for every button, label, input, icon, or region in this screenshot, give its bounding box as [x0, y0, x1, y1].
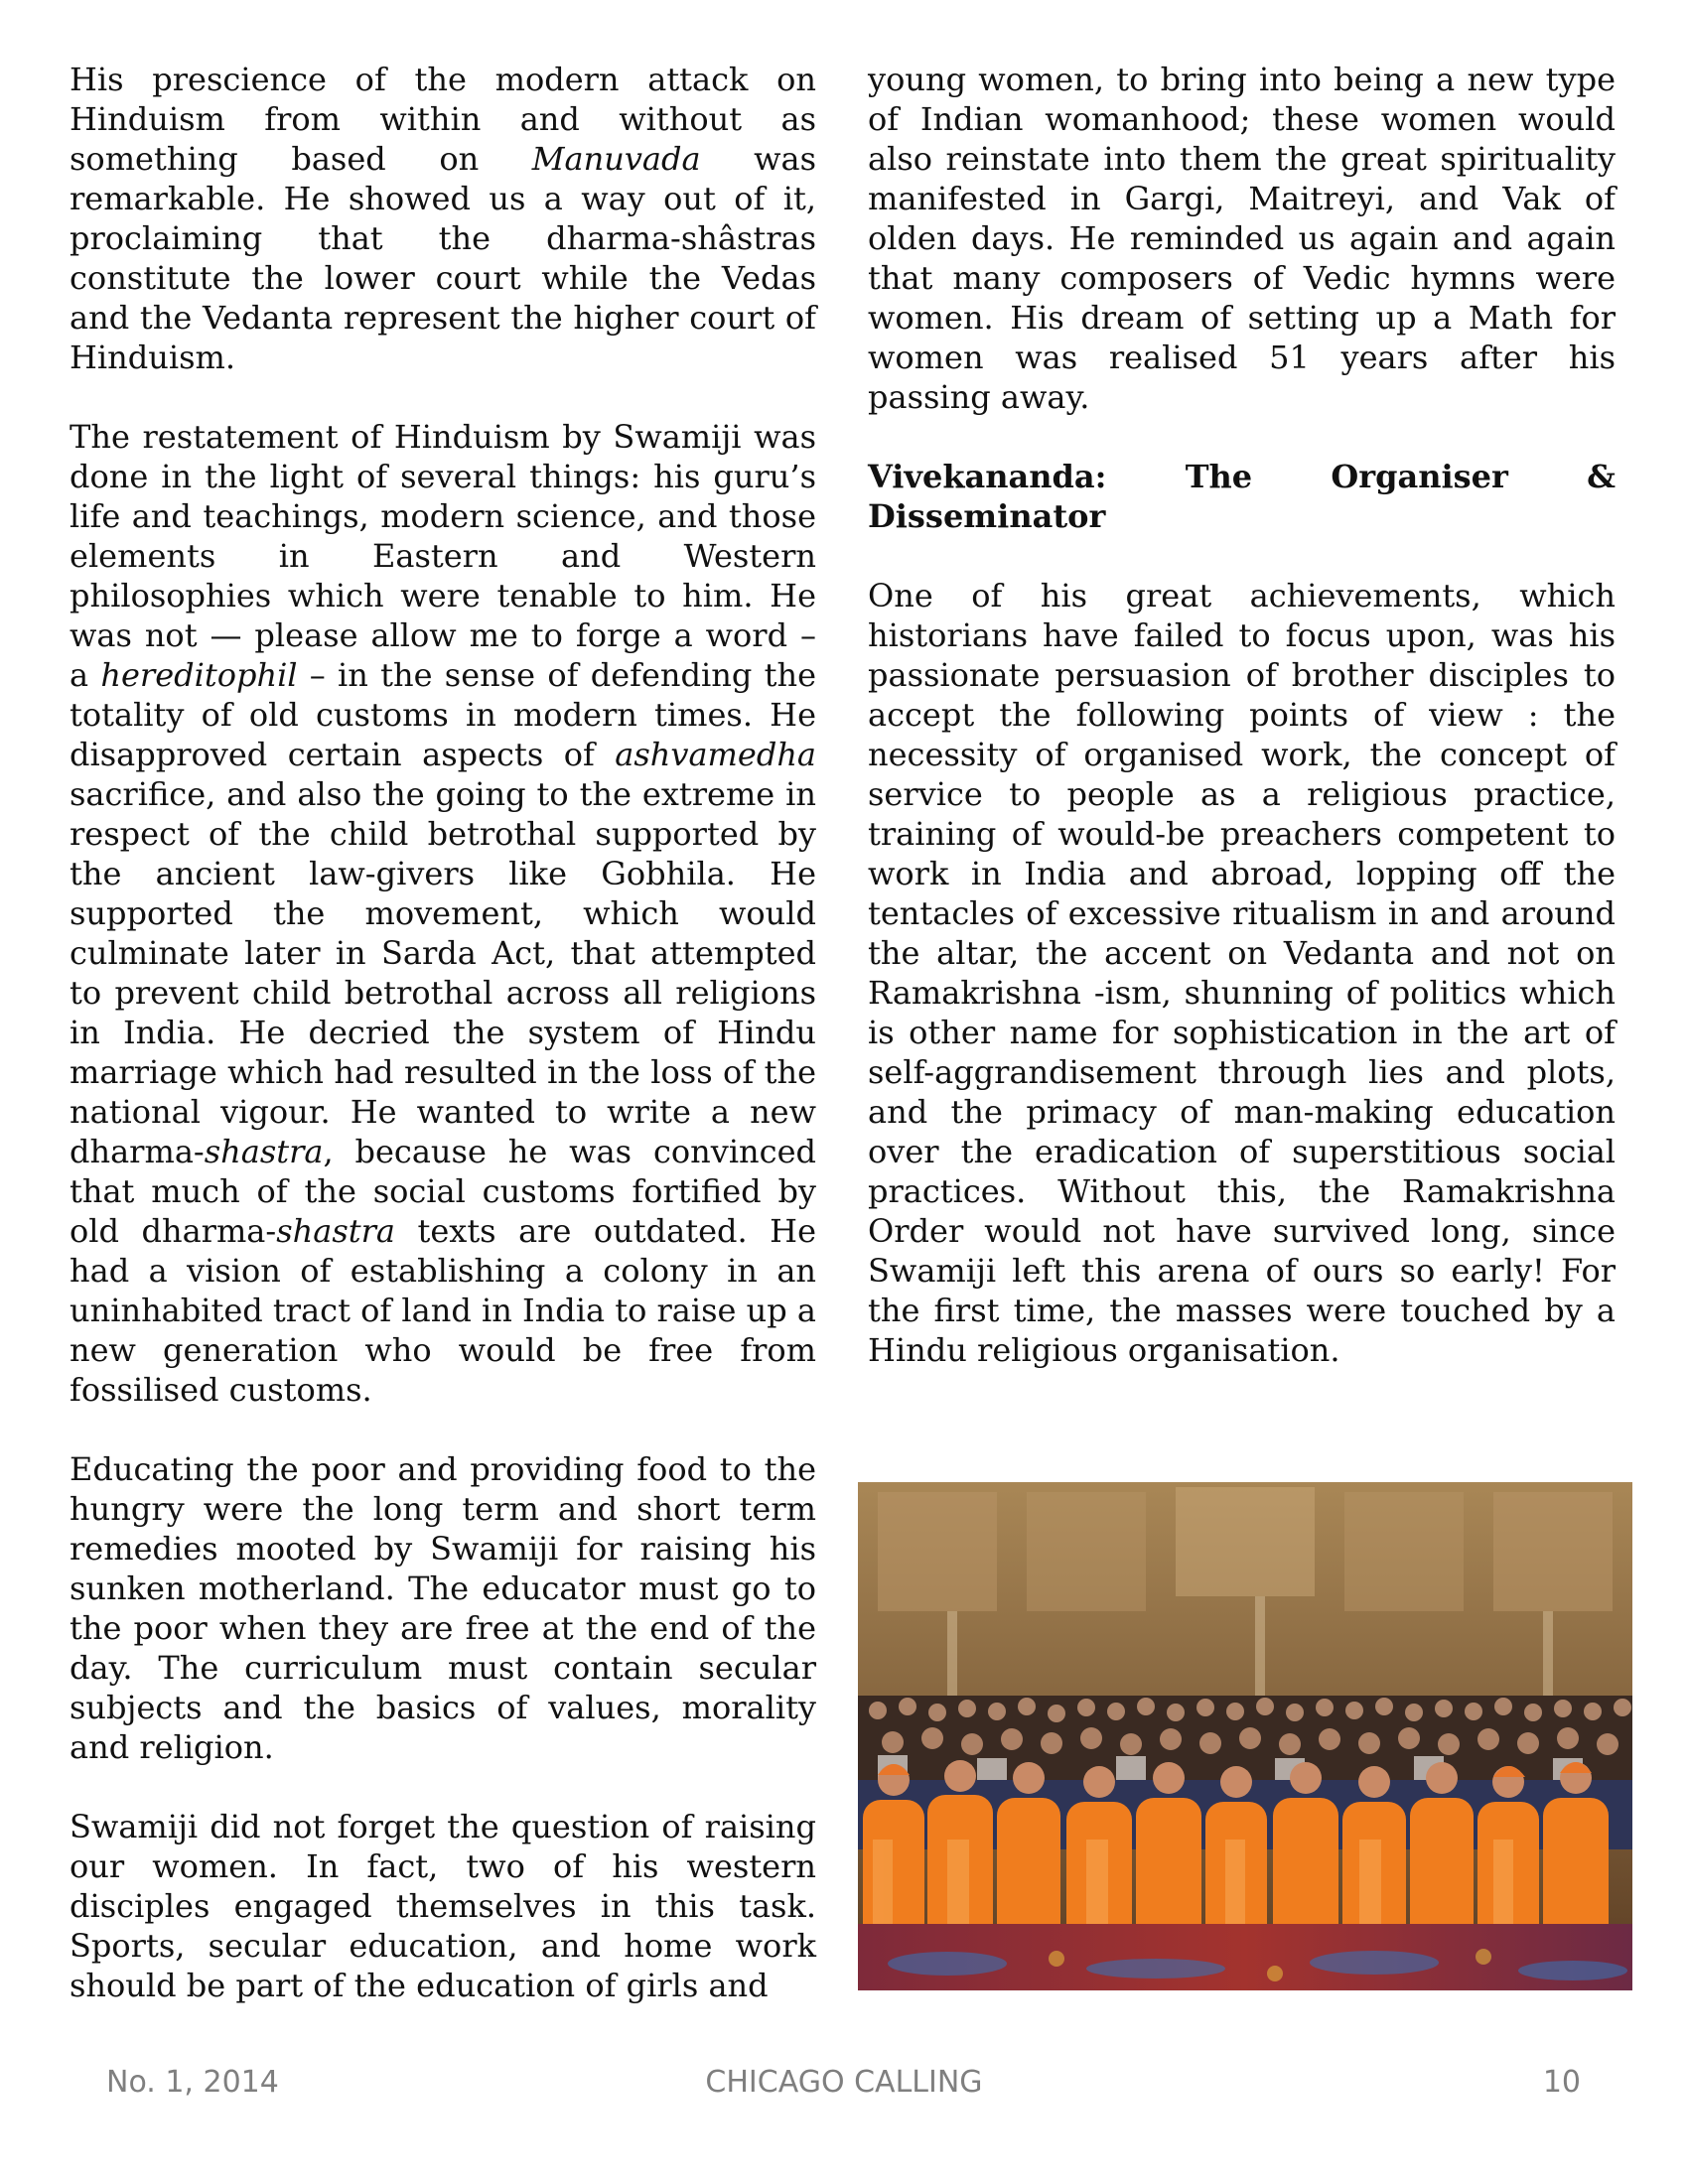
section-heading — [868, 457, 1616, 536]
right-column — [868, 60, 1616, 1410]
paragraph-indian-womanhood: young women, to bring into being a new type of Indian womanhood; these women would also reinstate into them the great spirituality manifested in Gargi, Maitreyi, and Vak of olden days. He reminded us again and again that many composers of Vedic hymns were women. His dream of setting up a Math for women was realised 51 years after his passing away. — [868, 61, 1616, 416]
paragraph-educating-poor: Educating the poor and providing food to the hungry were the long term and short term remedies mooted by Swamiji for raising his sunken motherland. The educator must go to the poor when they are free at the end of the day. The curriculum must contain secular subjects and the basics of values, morality and religion. — [70, 1450, 816, 1766]
footer-page-number: 10 — [1542, 2065, 1581, 2100]
italic-term: ashvamedha — [615, 736, 816, 773]
paragraph-raising-women: Swamiji did not forget the question of raising our women. In fact, two of his western disciples engaged themselves in this task. Sports, secular education, and home work should be part of the education of girls and — [70, 1808, 816, 2004]
audience-photo — [858, 1482, 1632, 1990]
paragraph-restatement: The restatement of Hinduism by Swamiji was done in the light of several things: his guru’s life and teachings, modern science, and those elements in Eastern and Western philosophies which were tenable to him. He was not — please allow me to forge a word – a hereditophil – in the sense of defending the totality of old customs in modern times. He disapproved certain aspects of ashvamedha sacrifice, and also the going to the extreme in respect of the child betrothal supported by the ancient law-givers like Gobhila. He supported the movement, which would culminate later in Sarda Act, that attempted to prevent child betrothal across all religions in India. He decried the system of Hindu marriage which had resulted in the loss of the national vigour. He wanted to write a new dharma-shastra, because he was convinced that much of the social customs fortified by old dharma-shastra texts are outdated. He had a vision of establishing a colony in an uninhabited tract of land in India to raise up a new generation who would be free from fossilised customs. — [70, 418, 817, 1409]
audience-photo-illustration — [858, 1482, 1632, 1990]
italic-term: hereditophil — [100, 656, 298, 694]
section-heading-line2: Disseminator — [868, 497, 1106, 535]
paragraph-manuvada: His prescience of the modern attack on Hinduism from within and without as something based on Manuvada was remarkable. He showed us a way out of it, proclaiming that the dharma-shâstras constitute the lower court while the Vedas and the Vedanta represent the higher court of Hinduism. — [70, 61, 817, 376]
italic-term: shastra — [276, 1212, 395, 1250]
left-column — [70, 60, 816, 2045]
page-footer — [0, 2065, 1688, 2105]
italic-term: Manuvada — [531, 140, 701, 178]
footer-issue: No. 1, 2014 — [106, 2065, 279, 2100]
paragraph-achievements: One of his great achievements, which historians have failed to focus upon, was his passionate persuasion of brother disciples to accept the following points of view : the necessity of organised work, the concept of service to people as a religious practice, training of would-be preachers competent to work in India and abroad, lopping off the tentacles of excessive ritualism in and around the altar, the accent on Vedanta and not on Ramakrishna -ism, shunning of politics which is other name for sophistication in the art of self-aggrandisement through lies and plots, and the primacy of man-making education over the eradication of superstitious social practices. Without this, the Ramakrishna Order would not have survived long, since Swamiji left this arena of ours so early! For the first time, the masses were touched by a Hindu religious organisation. — [868, 577, 1616, 1369]
footer-publication-title: CHICAGO CALLING — [705, 2065, 983, 2100]
section-heading-line1: Vivekananda: The Organiser & — [868, 458, 1616, 495]
italic-term: shastra — [204, 1133, 324, 1170]
